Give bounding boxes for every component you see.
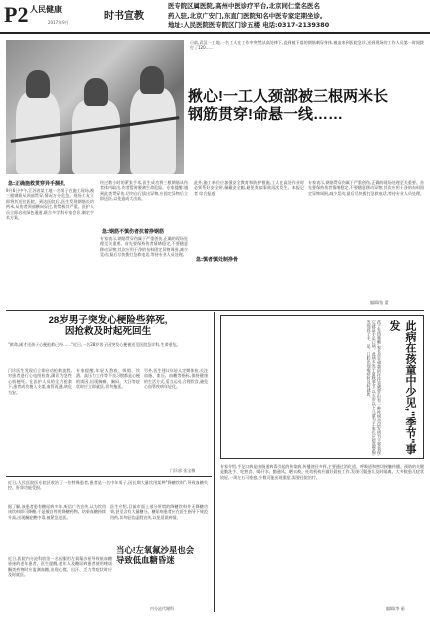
story4-col: 近日,医院内分泌科收治一名因服用左氧氟沙星导致低血糖昏迷的老年患者。医生提醒,老年人及糖尿病患者使用喹诺酮类药物时应监测血糖,出现心慌、出汗、乏力等症状时应及时就医。 [8, 556, 112, 578]
story4-headline-line-2: 导致低血糖昏迷 [116, 554, 175, 565]
story4-headline-line-1: 当心!左氧氟沙星也会 [116, 545, 195, 555]
lead-subhead: 急:慎者慎处制挣骨 [196, 257, 239, 263]
page-number: P2 [4, 2, 29, 27]
story4-col: 据了解,该患者患有糖尿病多年,听信广告宣传,认为饮用该饮料即可降糖,于是擅自停用降糖药物。结果血糖持续升高,出现酮症酸中毒,被紧急送医。 [8, 504, 106, 520]
photo-figure [130, 88, 176, 174]
story3-credit: 编辑/李 丽 [386, 606, 405, 611]
header-advert [168, 2, 426, 32]
section-title: 时书宣教 [104, 11, 144, 22]
advert-line-3: 地址:人民医院医专院区门诊五楼 电话:0317-2139380 [168, 21, 330, 30]
section-divider [6, 310, 424, 311]
lead-credit: 编辑/张 蕾 [370, 300, 389, 305]
story2-headline [10, 315, 206, 338]
photo-figure [140, 66, 164, 94]
lead-col: 9月6日中午,江苏省某工地一名男子在施工现场,被三根钢筋从颈部贯穿,情况万分危急。现场工友立即将其送往医院。到达医院后,医生发现钢筋长约两米,从伤者颈部横向穿过,伤势极其严重。医护人员立即启动绿色通道,联合多学科专家会诊,制定手术方案。 [6, 188, 94, 221]
lead-headline-line-1: 揪心!一工人颈部被三根两米长 [188, 88, 388, 105]
lead-headline [188, 88, 428, 123]
lead-subhead: 急:正确施救贯穿异手捆扎 [8, 181, 66, 187]
lead-intro: 日前,武汉一工地,一名工人在工作中突然从高处摔下,直到被下落的钢筋刺穿身体,被迫来到医院急诊,送到现场的工作人员第一时间拨打了120…… [190, 40, 424, 51]
story4-intro: 近日,人民医院医专院区收治了一位特殊患者,患者是一名中年男子,因长期大量饮用某种"降糖饮料",导致血糖失控、肝肾功能受损。 [8, 480, 208, 491]
lead-col: 经过数小时的紧张手术,医生成功将三根钢筋从伤者体内取出,伤者暂时脱离生命危险。专家提醒:遇到此类贯穿伤,切勿自行拔出异物,应固定异物后立即送医,以免造成大出血。 [100, 180, 188, 202]
lead-headline-line-2: 钢筋贯穿!命悬一线…… [188, 105, 343, 123]
lead-subhead: 急:钢筋不慎伤者抗着挣钢筋 [102, 229, 165, 235]
story4-col: 医生介绍,目前市面上部分所谓的降糖饮料并无降糖功效,甚至含有大量糖分。糖尿病患者应在医生指导下规范用药,切勿轻信虚假宣传,以免延误病情。 [110, 504, 208, 520]
advert-line-2: 药入驻,北京广安门,东直门医院知名中医专家定期坐诊。 [168, 11, 327, 20]
photo-figure [72, 100, 120, 174]
lead-col: 专家表示,钢筋贯穿伤属于严重创伤,正确的现场处理至关重要。首先要保持伤者情绪稳定,不要随意移动异物;其次应用干净的布料固定异物周围,减少晃动;最后尽快拨打急救电话,等待专业人员处理。 [308, 180, 424, 196]
column-divider [214, 312, 215, 612]
issue-date: 2017年9月 [48, 20, 69, 25]
lead-col: 此外,施工单位应加强安全教育和防护措施,工人在高处作业时必须系好安全带,佩戴安全帽,避免类似事故再次发生。本报记者 综合报道 [194, 180, 304, 196]
story2-col: 专家提醒,年轻人熬夜、吸烟、饮酒、高压力工作等不良习惯都是心梗的诱因,出现胸痛、胸闷、大汗等症状时应立即就医,切勿拖延。 [76, 368, 140, 390]
masthead [0, 0, 430, 34]
story2-col: 门诊医生发现后立即启动抢救流程,对患者进行心电图检查,确诊为急性心肌梗死。在医护人员的全力抢救下,患者成功植入支架,血管再通,转危为安。 [8, 368, 72, 395]
advert-line-1: 医专院区属医院,高州中医诊疗平台,北京同仁堂名医名 [168, 2, 320, 10]
story2-intro: "救命,刚才送孩子心梗抢救已经……"近日,一名28岁男子因突发心梗被送至医院急诊科,生命垂危。 [8, 342, 181, 347]
story3-col: 专家介绍,手足口病是由肠道病毒引起的传染病,传播途径多样,主要通过消化道、呼吸道和密切接触传播。预防的关键是勤洗手、吃熟食、喝开水、勤通风、晒衣被。托幼机构应做好晨检工作,发现可疑患儿及时隔离。大多数患儿症状较轻,一周左右可痊愈,少数可能出现重症,需要住院治疗。 [220, 464, 424, 480]
photo-figure [26, 70, 50, 98]
story2-col: 另外,医生建议年轻人定期体检,关注血脂、血压、血糖等指标,保持健康的生活方式,适当运动,合理饮食,避免心血管疾病年轻化。 [144, 368, 208, 390]
story4-credit: 内分泌代谢科 [150, 606, 174, 611]
story2-headline-line-2: 因抢救及时起死回生 [64, 326, 152, 338]
story2-headline-line-1: 28岁男子突发心梗险些猝死, [48, 315, 168, 326]
story4-headline [116, 546, 208, 566]
section-divider [6, 476, 212, 477]
story2-credit: 门诊部 张宝梅 [170, 468, 196, 473]
story3-title: 此病在孩童中少见,"季节"事发 [388, 320, 416, 455]
story3-body: 孩子发热咳嗽,家长首先想到的往往是感冒,但有一种疾病也以发热为主要表现,它就是手足口病。此病多发于夏秋季节,以五岁以下儿童为主,家长应提高警惕,发现孩子手、足、口腔出现疱疹时及时就医。 [366, 320, 382, 456]
lead-photo [6, 40, 184, 174]
photo-figure [84, 78, 108, 106]
lead-col: 专家表示,钢筋贯穿伤属于严重创伤,正确的现场处理至关重要。首先要保持伤者情绪稳定,不要随意移动异物;其次应用干净的布料固定异物周围,减少晃动;最后尽快拨打急救电话,等待专业人员处理。 [100, 236, 188, 258]
paper-name: 人民健康 [30, 5, 62, 14]
